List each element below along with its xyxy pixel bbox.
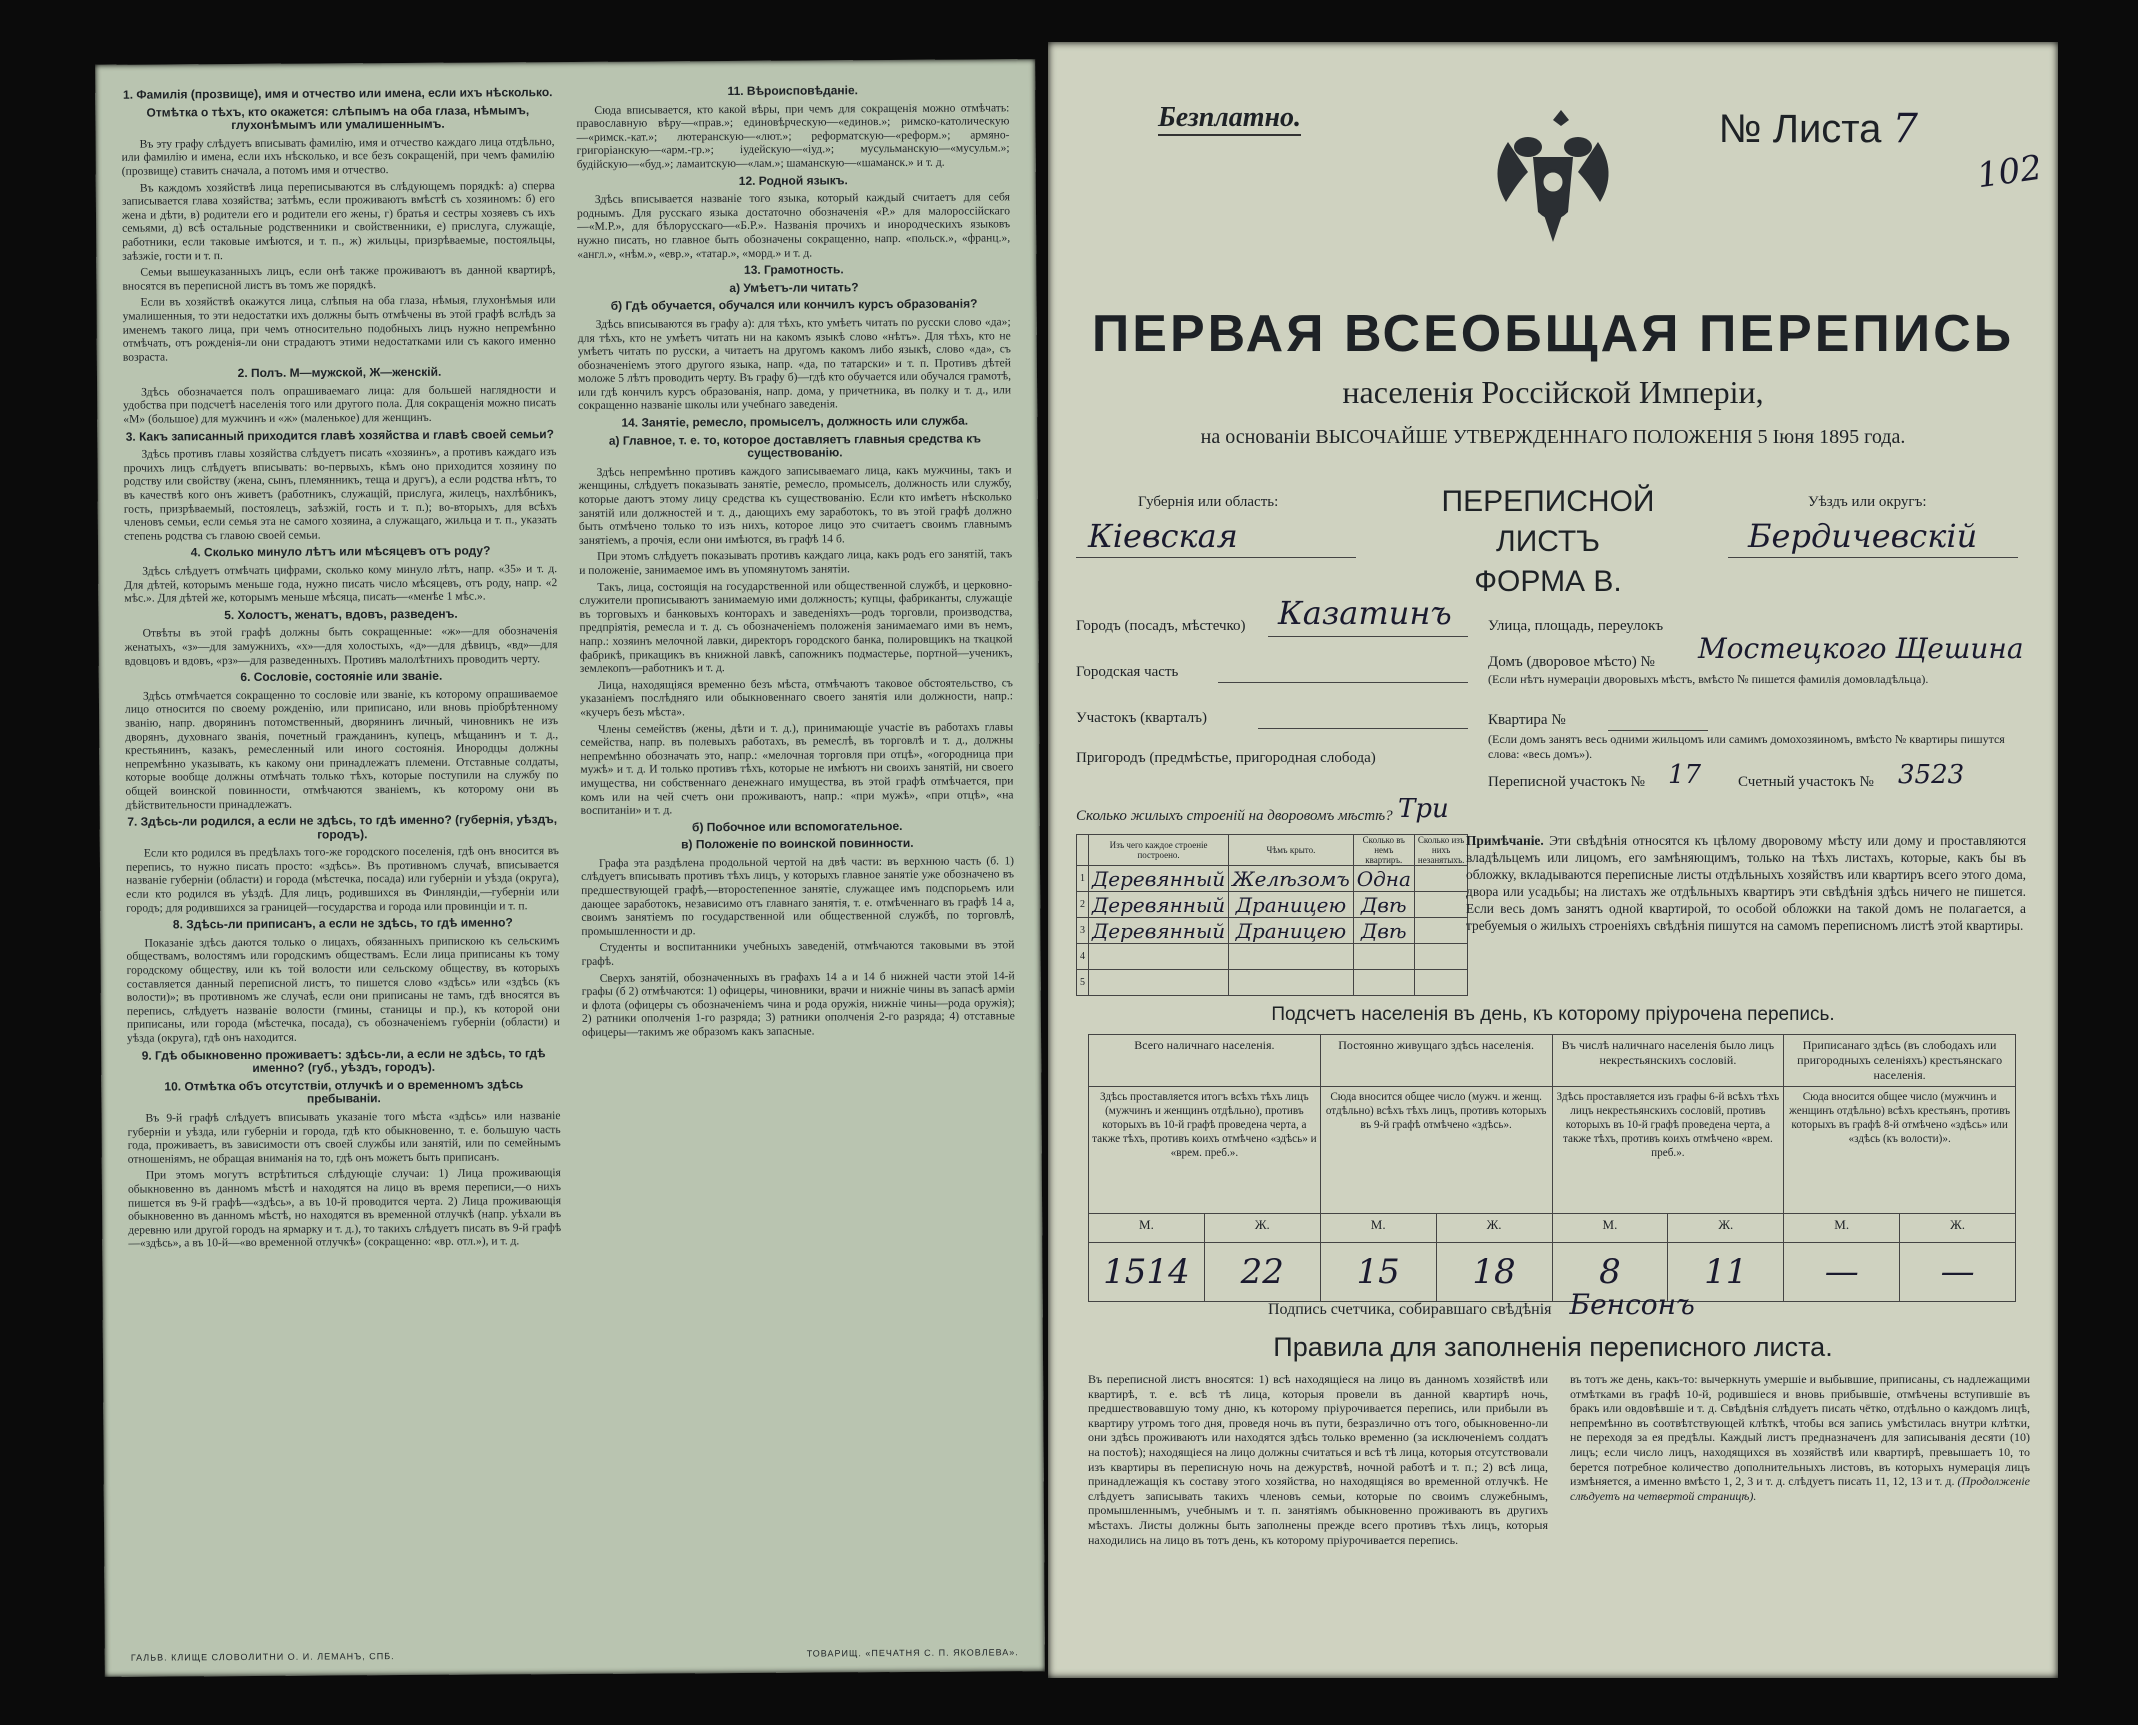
count-value: 8	[1552, 1243, 1668, 1302]
section-heading: в) Положеніе по воинской повинности.	[681, 836, 914, 852]
paragraph: Сверхъ занятій, обозначенныхъ въ графахъ 14 а и 14 б нижней части этой 14-й графы (б 2) отмѣчаются: 1) офицеры, чиновники, врачи и нижніе чины въ запасѣ арміи и флота (офицеры съ обозначеніемъ чина и рода оружія, нижніе чины—рода оружія); 2) ратники ополченія 1-го разряда; 3) ратники ополченія 2-го разряда; 4) отставные офицеры—такимъ же образомъ какъ запасные.	[581, 968, 1015, 1039]
schet-uchastok-value: 3523	[1898, 760, 1965, 790]
sheet-number	[1719, 106, 1918, 152]
paragraph: Здѣсь слѣдуетъ отмѣчать цифрами, сколько кому минуло лѣтъ, напр. «35» и т. д. Для дѣтей, которымъ меньше года, нужно писать число мѣсяцевъ, отъ роду, напр. «2 мѣс.». Для дѣтей же, которымъ меньше мѣсяца, писать—«менѣе 1 мѣс.».	[124, 562, 558, 605]
paragraph: Такъ, лица, состоящія на государственной или общественной службѣ, и церковно-служители прописываютъ занимаемую ими должность; купцы, фабриканты, служащіе въ торговыхъ и банковыхъ конторахъ и заведеніяхъ—родъ торговли, производства, предпріятія, ремесла и т. д. съ обозначеніемъ положенія занимаемаго ими въ немъ, напр.: хозяинъ мелочной лавки, директоръ городского банка, полировщикъ на ткацкой фабрикѣ, прикащикъ въ книжной лавкѣ, сапожникъ подмастерье, портной—ученикъ, землекопъ—работникъ и т. д.	[579, 577, 1013, 676]
paragraph: Если въ хозяйствѣ окажутся лица, слѣпыя на оба глаза, нѣмыя, глухонѣмыя или умалишенныя, то эти недостатки ихъ должны быть отмѣчены въ этой графѣ вслѣдъ за именемъ такого лица, при чемъ относительно подобныхъ лицъ нужно непремѣнно отмѣчать, отъ рожденія-ли они страдаютъ этими недостатками или съ какого именно возраста.	[122, 293, 556, 364]
instructions-column-1	[121, 82, 563, 1625]
count-col-head: Въ числѣ наличнаго населенія было лицъ некрестьянскихъ сословій.	[1552, 1035, 1784, 1087]
paragraph: Студенты и воспитанники учебныхъ заведеній, отмѣчаются таковыми въ этой графѣ.	[581, 938, 1015, 968]
section-heading: 3. Какъ записанный приходится главѣ хозяйства и главѣ своей семьи?	[125, 426, 555, 444]
prigorod-label: Пригородъ (предмѣстье, пригородная слобода)	[1076, 750, 1376, 766]
printer-footer	[131, 1647, 1019, 1662]
section-heading: а) Умѣетъ-ли читать?	[729, 279, 859, 295]
section-heading: 14. Занятіе, ремесло, промыселъ, должность или служба.	[621, 413, 969, 430]
section-heading: 5. Холостъ, женатъ, вдовъ, разведенъ.	[224, 606, 458, 622]
section-heading: 8. Здѣсь-ли приписанъ, а если не здѣсь, то гдѣ именно?	[172, 915, 513, 932]
count-value: —	[1900, 1243, 2016, 1302]
sex-row: М. Ж. М. Ж. М. Ж. М. Ж.	[1089, 1214, 2016, 1243]
paragraph: Члены семействъ (жены, дѣти и т. д.), принимающіе участіе въ работахъ главы семейства, напр. въ полевыхъ работахъ, въ ремеслѣ, въ торговлѣ и т. д., должны непремѣнно обозначать это, напр.: «мелочная торговля при отцѣ», «огородница при мужѣ» и т. д. И только противъ тѣхъ, которые не имѣютъ ни своихъ занятій, ни своего имущества, ни собственнаго денежнаго имущества, въ этой графѣ отмѣчается, при комъ или на чей счетъ они проживаютъ, напр.: «при мужѣ», «при отцѣ», «на воспитаніи» и т. д.	[580, 719, 1014, 818]
gubernia-value: Кіевская	[1088, 517, 1238, 555]
paragraph: Здѣсь обозначается полъ опрашиваемаго лица: для большей наглядности и удобства при подсчетѣ населенія того или другого пола. Для сокращенія можно писать «М» (большое) для мужчинъ и «ж» (маленькое) для женщинъ.	[123, 382, 557, 426]
rules-column-1: Въ переписной листъ вносятся: 1) всѣ находящіеся на лицо въ данномъ хозяйствѣ или квартирѣ, т. е. всѣ тѣ лица, которыя провели въ данной квартирѣ ночь, предшествовавшую тому дню, къ которому пріурочивается перепись, или прибыли въ квартиру утромъ того дня, проведя ночь въ пути, безразлично отъ того, обыкновенно-ли они здѣсь проживаютъ или находятся здѣсь только временно (за исключеніемъ солдатъ на постоѣ); находящіеся на лицо должны считаться и всѣ тѣ лица, которыя отсутствовали изъ квартиры въ переписную ночь на дежурствѣ, ночной работѣ и т. п.; 2) всѣ лица, принадлежащія къ составу этого хозяйства, но находящіяся во временной отлучкѣ. Не слѣдуетъ записывать такихъ членовъ семьи, которые по своимъ служебнымъ, промышленнымъ, учебнымъ и т. п. занятіямъ обыкновенно проживаютъ въ другихъ мѣстахъ. Листы должны быть заполнены прежде всего противъ тѣхъ лицъ, которыя находились на лицо въ тотъ день, къ которому пріурочивается перепись.	[1088, 1372, 1548, 1547]
paragraph: Отвѣты въ этой графѣ должны быть сокращенные: «ж»—для обозначенія женатыхъ, «з»—для замужнихъ, «х»—для холостыхъ, «д»—для дѣвицъ, «вд»—для вдовцовъ и вдовъ, «рз»—для разведенныхъ. Противъ малолѣтнихъ проводить черту.	[124, 624, 558, 668]
double-headed-eagle-icon	[1488, 102, 1618, 252]
kvartira-label: Квартира №	[1488, 712, 1566, 728]
rules-continued: (Продолженіе слѣдуетъ на четвертой страницѣ).	[1570, 1474, 2030, 1503]
uezd-label: Уѣздъ или округъ:	[1808, 494, 1927, 510]
form-type-sub: ФОРМА В.	[1474, 565, 1622, 598]
signature-label: Подпись счетчика, собиравшаго свѣдѣнія	[1268, 1301, 1552, 1318]
buildings-question: Сколько жилыхъ строеній на дворовомъ мѣстѣ?	[1076, 808, 1393, 824]
count-col-desc: Сюда вносится общее число (мужч. и женщ. отдѣльно) всѣхъ тѣхъ лицъ, противъ которыхъ въ 9-й графѣ отмѣчено «здѣсь».	[1320, 1087, 1552, 1214]
bld-header: Изъ чего каждое строеніе построено.	[1089, 835, 1229, 866]
perepis-uchastok-value: 17	[1668, 760, 1702, 790]
paragraph: Семьи вышеуказанныхъ лицъ, если онѣ также проживаютъ въ данной квартирѣ, вносятся въ переписной листъ въ томъ же порядкѣ.	[122, 263, 556, 293]
form-subtitle: населенія Россійской Имперіи,	[1342, 374, 1764, 410]
form-legal-basis: на основаніи ВЫСОЧАЙШЕ УТВЕРЖДЕННАГО ПОЛОЖЕНІЯ 5 Іюня 1895 года.	[1200, 426, 1906, 448]
buildings-table	[1076, 834, 1468, 996]
count-value: —	[1784, 1243, 1900, 1302]
table-row: 4	[1077, 944, 1468, 970]
note-text: Эти свѣдѣнія относятся къ цѣлому дворовому мѣсту или дому и проставляются владѣльцемъ или лицомъ, его замѣняющимъ, только на тѣхъ листахъ, которые, какъ бы въ обложку, вкладываются переписные листы отдѣльныхъ хозяйствъ или квартиръ всего этого дома, двора или усадьбы; на листахъ же отдѣльныхъ квартиръ эти свѣдѣнія здѣсь ничего не пишется. Если весь домъ занятъ одной квартирой, то особой обложки на такой домъ не полагается, а требуемыя о жилыхъ строеніяхъ свѣдѣнія пишутся на самомъ переписномъ листѣ этой квартиры.	[1466, 833, 2026, 933]
instructions-column-2	[576, 79, 1018, 1622]
bld-header: Сколько изъ нихъ незанятыхъ.	[1414, 835, 1467, 866]
census-form-sheet	[1048, 42, 2058, 1678]
table-row: 3 Деревянный Драницею Двѣ	[1077, 918, 1468, 944]
rules-column-2-text: въ тотъ же день, какъ-то: вычеркнуть умершіе и выбывшие, приписаны, съ надлежащими отмѣтками въ графѣ 10-й, родившіеся и вновь прибывшіе, отмѣчены вступившіе въ бракъ или овдовѣвшіе и т. д. Свѣдѣнія слѣдуетъ писать чётко, отдѣльно о каждомъ лицѣ, непремѣнно въ соотвѣтствующей клѣткѣ, чтобы вся запись умѣстилась внутри клѣтки, не переходя за ея предѣлы. Каждый листъ предназначенъ для записыванія десяти (10) лицъ; если число лицъ, находящихся въ хозяйствѣ или квартирѣ, превышаетъ 10, то берется потребное количество дополнительныхъ листовъ, въ которыхъ нумерація лицъ измѣняется, а именно вмѣсто 1, 2, 3 и т. д. слѣдуетъ писать 11, 12, 13 и т. д.	[1570, 1372, 2030, 1489]
dom-note: (Если нѣтъ нумераціи дворовыхъ мѣстъ, вмѣсто № пишется фамилія домовладѣльца).	[1488, 672, 1929, 686]
section-heading: 13. Грамотность.	[743, 262, 844, 278]
section-heading: 1. Фамилія (прозвище), имя и отчество или имена, если ихъ нѣсколько.	[122, 85, 553, 102]
dom-value: Мостецкого Щешина	[1698, 632, 2024, 665]
section-heading: б) Гдѣ обучается, обучался или кончилъ курсъ образованія?	[610, 296, 978, 314]
count-col-desc: Сюда вносится общее число (мужчинъ и женщинъ отдѣльно) всѣхъ крестьянъ, противъ которыхъ въ графѣ 8-й отмѣчено «здѣсь» или «здѣсь (къ волости)».	[1784, 1087, 2016, 1214]
rules-column-2	[1570, 1372, 2030, 1547]
form-type-title: ПЕРЕПИСНОЙ ЛИСТЪ	[1441, 485, 1655, 558]
population-count-table	[1088, 1034, 2016, 1302]
perepis-uchastok-label: Переписной участокъ №	[1488, 774, 1645, 790]
note-head: Примѣчаніе.	[1466, 833, 1544, 848]
uezd-value: Бердичевскій	[1748, 517, 1978, 555]
paragraph: Лица, находящіяся временно безъ мѣста, отмѣчаютъ таковое обстоятельство, съ указаніемъ послѣдняго или обыкновеннаго своего занятія или должности, напр.: «кучеръ безъ мѣста».	[579, 676, 1013, 719]
section-heading: 6. Сословіе, состояніе или званіе.	[240, 668, 443, 685]
table-row: 1 Деревянный Желѣзомъ Одна	[1077, 866, 1468, 892]
buildings-note	[1466, 832, 2026, 934]
paragraph: При этомъ слѣдуетъ показывать противъ каждаго лица, какъ родъ его занятій, такъ и положеніе, занимаемое имъ въ упомянутомъ занятіи.	[579, 547, 1013, 577]
rules-title: Правила для заполненія переписного листа.	[1273, 1332, 1833, 1362]
count-value: 18	[1436, 1243, 1552, 1302]
paragraph: Графа эта раздѣлена продольной чертой на двѣ части: въ верхнюю часть (б. 1) слѣдуетъ вписывать противъ тѣхъ лицъ, у которыхъ главное занятіе уже обозначено въ предшествующей графѣ,—второстепенное занятіе, служащее имъ подспорьемъ или дающее заработокъ, независимо отъ главнаго занятія, т. е. отмѣченнаго въ графѣ 14 а, своимъ занятіемъ по государственной или общественной службѣ, по торговлѣ, промышленности и др.	[581, 854, 1015, 938]
section-heading: 12. Родной языкъ.	[738, 172, 848, 188]
count-col-head: Приписанаго здѣсь (въ слободахъ или пригородныхъ селеніяхъ) крестьянскаго населенія.	[1784, 1035, 2016, 1087]
sheet-number-label: № Листа	[1718, 107, 1882, 151]
paragraph: Здѣсь вписываются въ графу а): для тѣхъ, кто умѣетъ читать по русски слово «да»; для тѣхъ, кто не умѣетъ читать ни на какомъ языкѣ слово «нѣтъ». Для тѣхъ, кто не умѣетъ читать по русски, а читаетъ на другомъ какомъ либо языкѣ, слово «да», съ обозначеніемъ этого другого языка, напр. «да, по татарски» и т. п. Противъ дѣтей моложе 5 лѣтъ проводить черту. Въ графу б)—гдѣ кто обучается или обучался грамотѣ, или гдѣ кончилъ курсъ образованія, напр. дома, у причетника, въ полку и т. д., или сокращенно названіе школы или учебнаго заведенія.	[577, 315, 1012, 413]
table-row: 5	[1077, 970, 1468, 996]
page-mark: 102	[1974, 147, 2045, 197]
gorod-label: Городъ (посадъ, мѣстечко)	[1076, 618, 1246, 634]
signature-value: Бенсонъ	[1569, 1288, 1695, 1321]
buildings-value: Три	[1398, 794, 1449, 824]
paragraph: При этомъ могутъ встрѣтиться слѣдующіе случаи: 1) Лица проживающія обыкновенно въ данномъ мѣстѣ и находятся на лицо въ время переписи,—о нихъ пишется въ 9-й графѣ—«здѣсь», а въ 10-й проводится черта. 2) Лица проживающія обыкновенно въ данномъ мѣстѣ, но находятся въ временной отлучкѣ (напр. уѣхали въ деревню или другой городъ на ярмарку и т. д.), то такихъ слѣдуетъ писать въ 9-й графѣ—«здѣсь», а въ 10-й—«во временной отлучкѣ» (сокращенно: «вр. отл.»), и т. д.	[127, 1166, 562, 1251]
paragraph: Въ эту графу слѣдуетъ вписывать фамилію, имя и отчество каждаго лица отдѣльно, или фамилію и имена, если ихъ нѣсколько, и все безъ сокращеній, при чемъ фамилію (прозвище) ставить сначала, а потомъ имя и отчество.	[121, 134, 555, 178]
section-heading: 4. Сколько минуло лѣтъ или мѣсяцевъ отъ роду?	[190, 543, 491, 560]
schet-uchastok-label: Счетный участокъ №	[1738, 774, 1874, 790]
form-type	[1388, 482, 1708, 602]
gubernia-label: Губернія или область:	[1138, 494, 1279, 510]
paragraph: Здѣсь противъ главы хозяйства слѣдуетъ писать «хозяинъ», а противъ каждаго изъ прочихъ лицъ слѣдуетъ вписывать: во-первыхъ, кѣмъ оно приходится хозяину по родству или свойству (жена, сынъ, племянникъ, теща и другъ), а если родства нѣтъ, то въ качествѣ кого онъ живетъ (работникъ, служащій, прислуга, жилецъ, нахлѣбникъ, гость, призрѣваемый, постоялецъ, заѣзжій, гость и т. п.); во-вторыхъ, для всѣхъ членовъ семьи, если семья эта не самого хозяина, а служащаго, жильца и т. п., указать степень родства съ главою своей семьи.	[123, 445, 557, 543]
form-main-title: ПЕРВАЯ ВСЕОБЩАЯ ПЕРЕПИСЬ	[1091, 305, 2015, 363]
rules-text	[1088, 1372, 2030, 1547]
paragraph: Если кто родился въ предѣлахъ того-же городского поселенія, гдѣ онъ вносится въ перепись, то нужно писать просто: «здѣсь». Въ противномъ случаѣ, вписывается названіе губерніи (области) и города (мѣстечка, посада) или губерніи и уѣзда (округа), если кто родился въ уѣздѣ. Для лицъ, родившихся въ Финляндіи,—губерніи или городъ; для родившихся за границей—государства и города или провинціи и т. п.	[125, 844, 560, 915]
paragraph: Въ каждомъ хозяйствѣ лица переписываются въ слѣдующемъ порядкѣ: а) сперва записывается глава хозяйства; затѣмъ, если проживаютъ вмѣстѣ съ хозяиномъ: б) его жена и дѣти, в) родители его и родители его жены, г) братья и сестры хозяевъ съ ихъ семьями, д) всѣ остальные родственники и свойственники, е) прислуга, служащіе, работники, если таковые имѣются, и т. п., ж) жильцы, призрѣваемые, постояльцы, заѣзжіе, гости и т. п.	[121, 178, 556, 263]
count-col-head: Постоянно живущаго здѣсь населенія.	[1320, 1035, 1552, 1087]
section-heading: 7. Здѣсь-ли родился, а если не здѣсь, то гдѣ именно? (губернія, уѣздъ, городъ).	[127, 812, 558, 842]
street-label: Улица, площадь, переулокъ	[1488, 618, 1664, 634]
left-instructions-sheet	[95, 59, 1045, 1677]
bld-header: Сколько въ немъ квартиръ.	[1353, 835, 1414, 866]
paragraph: Показаніе здѣсь даются только о лицахъ, обязанныхъ припискою къ сельскимъ обществамъ, волостямъ или городскимъ обществамъ. Если лица приписаны къ тому городскому обществу, или къ той волости или сельскому обществу, въ которыхъ составляется данный переписной листъ, то пишется слово «здѣсь» или «здѣсь (къ волости)»; въ противномъ же случаѣ, если они приписаны не тамъ, гдѣ вносятся въ перепись, слѣдуетъ названіе волости (гмины, станицы и пр.), къ которой они приписаны, или города (мѣстечка, посада), съ обозначеніемъ губерніи (области) и уѣзда (округа), гдѣ онъ находится.	[126, 933, 560, 1045]
chast-label: Городская часть	[1076, 664, 1179, 680]
bld-header: Чѣмъ крыто.	[1229, 835, 1354, 866]
count-heading: Подсчетъ населенія въ день, къ которому пріурочена перепись.	[1271, 1004, 1835, 1025]
kvartira-note: (Если домъ занятъ весь одними жильцомъ или самимъ домохозяиномъ, вмѣсто № квартиры пишутся слова: «весь домъ»).	[1488, 732, 2005, 761]
paragraph: Въ 9-й графѣ слѣдуетъ вписывать указаніе того мѣста «здѣсь» или названіе губерніи и уѣзда, или губерніи и города, гдѣ кто обыкновенно, т. е. большую часть года, проживаетъ, въ зависимости отъ своей службы или занятій, или по семейнымъ отношеніямъ, не обращая вниманія на то, гдѣ онъ можетъ быть приписанъ.	[127, 1109, 561, 1166]
section-heading: 9. Гдѣ обыкновенно проживаетъ: здѣсь-ли, а если не здѣсь, то гдѣ именно? (губ., уѣздъ, городъ).	[141, 1045, 546, 1076]
paragraph: Сюда вписывается, кто какой вѣры, при чемъ для сокращенія можно отмѣчать: православную вѣру—«прав.»; единовѣрческую—«единов.»; римско-католическую—«римск.-кат.»; лютеранскую—«лют.»; реформатскую—«реформ.»; армяно-григоріанскую—«арм.-гр.»; іудейскую—«іуд.»; мусульманскую—«мусульм.»; будійскую—«буд.»; ламаитскую—«лам.»; шаманскую—«шаманск.» и т. д.	[576, 100, 1010, 171]
free-label: Безплатно.	[1158, 102, 1301, 136]
gorod-value: Казатинъ	[1278, 594, 1452, 632]
section-heading: 10. Отмѣтка объ отсутствіи, отлучкѣ и о временномъ здѣсь пребываніи.	[164, 1077, 524, 1106]
count-col-head: Всего наличнаго населенія.	[1089, 1035, 1321, 1087]
table-row: 2 Деревянный Драницею Двѣ	[1077, 892, 1468, 918]
sheet-number-value: 7	[1892, 106, 1918, 152]
count-value: 22	[1204, 1243, 1320, 1302]
count-value: 11	[1668, 1243, 1784, 1302]
section-heading: 2. Полъ. М—мужской, Ж—женскій.	[237, 365, 442, 381]
section-heading: а) Главное, т. е. то, которое доставляетъ главныя средства къ существованію.	[608, 431, 982, 461]
printer-footer-right: ТОВАРИЩ. «ПЕЧАТНЯ С. П. ЯКОВЛЕВА».	[806, 1647, 1019, 1659]
paragraph: Здѣсь непремѣнно противъ каждого записываемаго лица, какъ мужчины, такъ и женщины, слѣдуетъ показывать занятіе, ремесло, промыселъ, должность или службу, которые даютъ этому лицу средства къ существованію. Если кто имѣетъ нѣсколько занятій или должностей и т. д., дающихъ ему заработокъ, то въ этой графѣ должно быть отмѣчено только то изъ нихъ, которое лицо это считаетъ своимъ главнымъ занятіемъ, а прочія, если они имѣются, въ графѣ 14 б.	[578, 463, 1012, 547]
count-value: 1514	[1089, 1243, 1205, 1302]
section-heading: Отмѣтка о тѣхъ, кто окажется: слѣпымъ на оба глаза, нѣмымъ, глухонѣмымъ или умалишеннымъ.	[146, 102, 530, 133]
section-heading: 11. Вѣроисповѣданіе.	[727, 83, 859, 99]
paragraph: Здѣсь отмѣчается сокращенно то сословіе или званіе, къ которому опрашиваемое лицо относится по своему рожденію, или приписано, или вновь пріобрѣтенному званію, напр. дворянинъ потомственный, дворянинъ личный, чиновникъ не изъ дворянъ, духовнаго званія, почетный гражданинъ, купецъ, мѣщанинъ и т. д., крестьянинъ, казакъ, ремесленный или иного состоянія. Инородцы должны непремѣнно указывать, къ какому они принадлежатъ племени. Отставные солдаты, которые вообще должны отмѣчать только тѣхъ, которые поступили на службу по общей воинской повинности, отмѣчаются званіемъ, къ которому они въ дѣйствительности принадлежатъ.	[124, 686, 559, 812]
count-col-desc: Здѣсь проставляется итогъ всѣхъ тѣхъ лицъ (мужчинъ и женщинъ отдѣльно), противъ которыхъ въ 10-й графѣ проведена черта, а также тѣхъ, противъ коихъ отмѣчено «здѣсь» и «врем. преб.».	[1089, 1087, 1321, 1214]
section-heading: б) Побочное или вспомогательное.	[691, 818, 903, 834]
paragraph: Здѣсь вписывается названіе того языка, который каждый считаетъ для себя роднымъ. Для русскаго языка достаточно обозначенія «Р.» для малороссійскаго—«М.Р.», для бѣлорусскаго—«Б.Р.». Названія прочихъ и инородческихъ языковъ нужно писать, но главное быть обозначены сокращенно, напр. «польск.», «франц.», «англ.», «нѣм.», «евр.», «татар.», «морд.» и т. д.	[576, 190, 1011, 261]
count-col-desc: Здѣсь проставляется изъ графы 6-й всѣхъ тѣхъ лицъ некрестьянскихъ сословій, противъ которыхъ въ 10-й графѣ проведена черта, а также тѣхъ, противъ коихъ отмѣчено «врем. преб.».	[1552, 1087, 1784, 1214]
uchastok-label: Участокъ (кварталъ)	[1076, 710, 1208, 726]
dom-label: Домъ (дворовое мѣсто) №	[1488, 654, 1655, 670]
count-value: 15	[1320, 1243, 1436, 1302]
signature-line	[1268, 1288, 1695, 1321]
printer-footer-left: ГАЛЬВ. КЛИЩЕ СЛОВОЛИТНИ О. И. ЛЕМАНЪ, СПБ.	[130, 1651, 395, 1663]
